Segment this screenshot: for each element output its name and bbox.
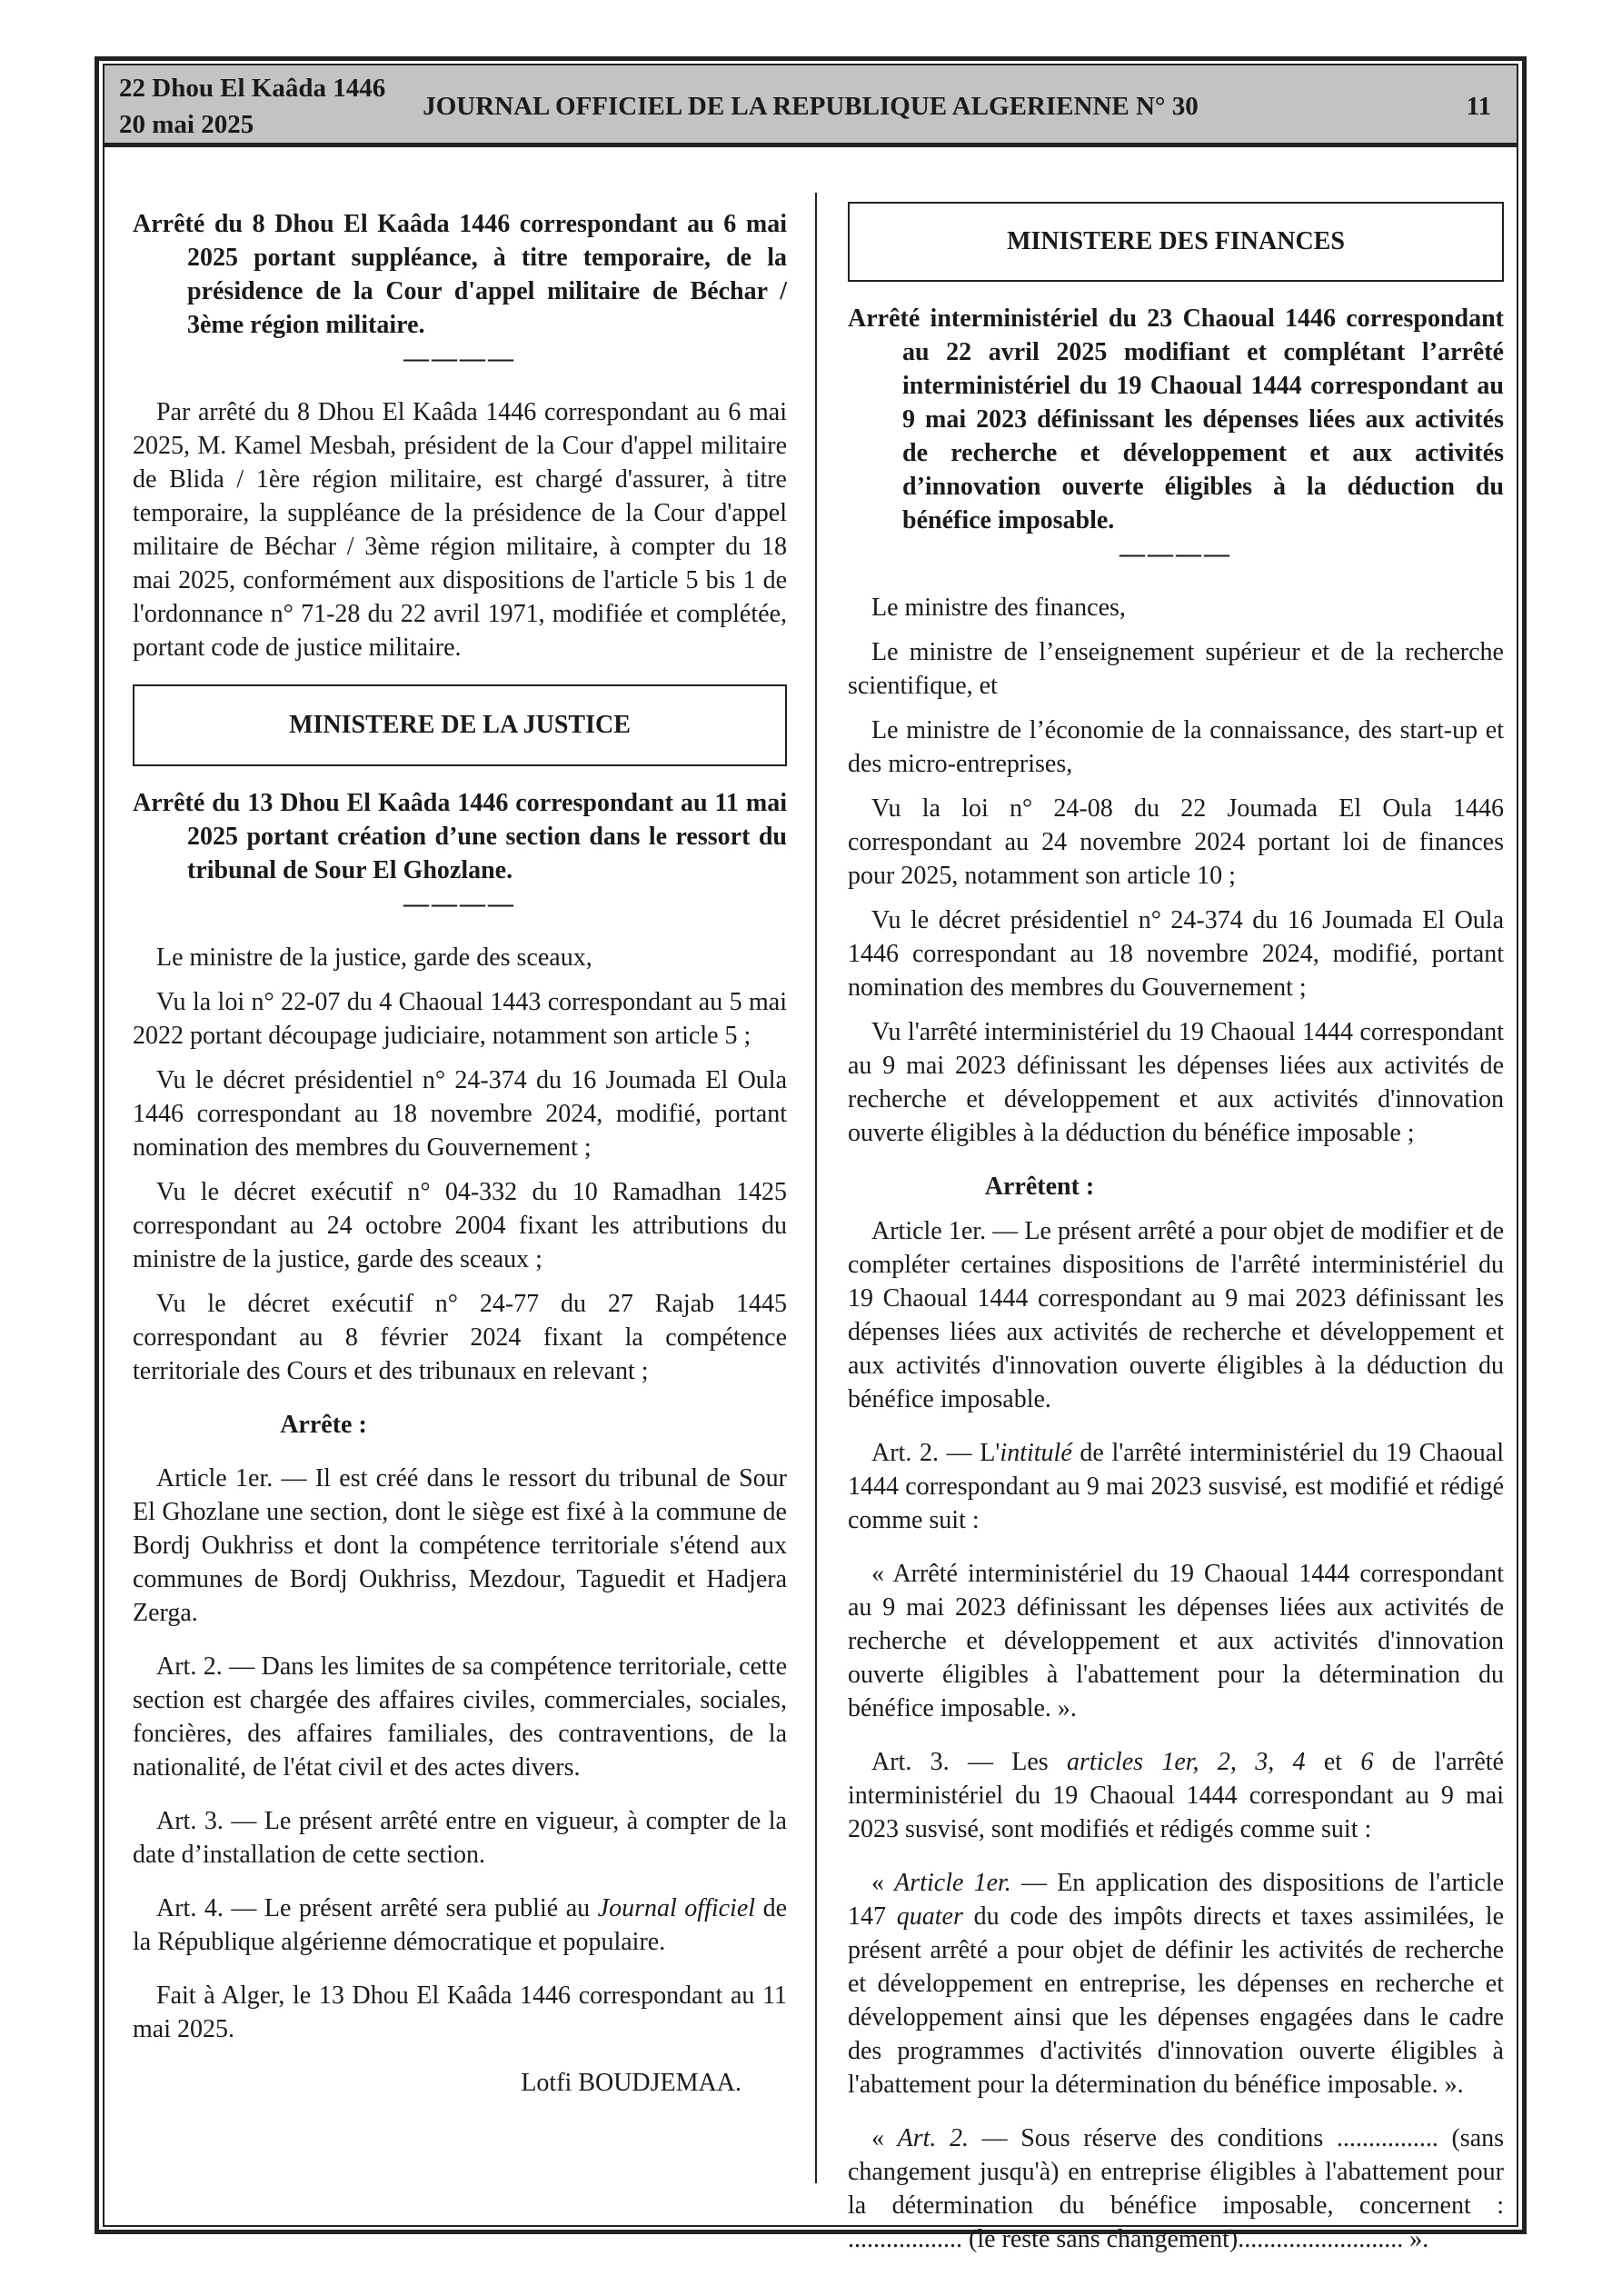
text: de la République algérienne démocratique et populaire. xyxy=(133,1894,788,1956)
header-date-hijri: 22 Dhou El Kaâda 1446 xyxy=(119,74,386,103)
minister-intro: Le ministre de l’enseignement supérieur et de la recherche scientifique, et xyxy=(848,638,1504,700)
quoted-article-2 xyxy=(848,2121,1504,2256)
article-2 xyxy=(848,1436,1504,1537)
article-1: Article 1er. — Le présent arrêté a pour objet de modifier et de compléter certaines dispositions de l'arrêté interministériel du 19 Chaoual 1444 correspondant au 9 mai 2023 définissant les dépenses liées aux activités de recherche et développement et aux activités d'innovation ouverte éligibles à la déduction du bénéfice imposable. xyxy=(848,1217,1504,1413)
visa-paragraph: Vu le décret exécutif n° 24-77 du 27 Rajab 1445 correspondant au 8 février 2024 fixant la compétence territoriale des Cours et des tribunaux en relevant ; xyxy=(133,1290,787,1385)
text-italic: Art. 2. xyxy=(897,2124,969,2152)
ministry-heading-justice: MINISTERE DE LA JUSTICE xyxy=(133,684,787,766)
article-3: Art. 3. — Le présent arrêté entre en vigueur, à compter de la date d’installation de cette section. xyxy=(133,1807,787,1869)
text: Art. 4. — Le présent arrêté sera publié au xyxy=(156,1894,598,1922)
text: de l'arrêté interministériel du 19 Chaoual 1444 correspondant au 9 mai 2023 susvisé, est modifié et rédigé comme suit : xyxy=(848,1439,1504,1534)
article-1: Article 1er. — Il est créé dans le ressort du tribunal de Sour El Ghozlane une section, dont le siège est fixé à la commune de Bordj Oukhriss et dont la compétence territoriale s'étend aux communes de Bordj Oukhriss, Mezdour, Taguedit et Hadjera Zerga. xyxy=(133,1464,787,1627)
text: — Sous réserve des conditions ................ (sans changement jusqu'à) en entreprise éligibles à l'abattement pour la détermination du bénéfice imposable, concernent : .................. (le reste sans changement).......................... ». xyxy=(848,2124,1505,2253)
separator-dashes: ———— xyxy=(403,344,516,373)
text-italic: intitulé xyxy=(1000,1439,1072,1467)
visa-paragraph: Vu la loi n° 24-08 du 22 Joumada El Oula 1446 correspondant au 24 novembre 2024 portant loi de finances pour 2025, notamment son article 10 ; xyxy=(848,794,1504,890)
arretent-heading: Arrêtent : xyxy=(984,1173,1095,1201)
decree-title-1: Arrêté du 8 Dhou El Kaâda 1446 correspondant au 6 mai 2025 portant suppléance, à titre temporaire, de la présidence de la Cour d'appel militaire de Béchar / 3ème région militaire. xyxy=(133,210,787,339)
text: de l'arrêté interministériel du 19 Chaoual 1444 correspondant au 9 mai 2023 susvisé, sont modifiés et rédigés comme suit : xyxy=(848,1748,1504,1843)
text: et xyxy=(1305,1748,1361,1776)
visa-paragraph: Vu le décret présidentiel n° 24-374 du 16 Joumada El Oula 1446 correspondant au 18 novembre 2024, modifié, portant nomination des membres du Gouvernement ; xyxy=(133,1066,787,1162)
separator-dashes: ———— xyxy=(403,890,516,918)
minister-intro: Le ministre de l’économie de la connaissance, des start-up et des micro-entreprises, xyxy=(848,716,1504,778)
quoted-article-1 xyxy=(848,1866,1504,2101)
decree-title-2: Arrêté du 13 Dhou El Kaâda 1446 correspondant au 11 mai 2025 portant création d’une section dans le ressort du tribunal de Sour El Ghozlane. xyxy=(133,789,787,884)
text: du code des impôts directs et taxes assimilées, le présent arrêté a pour objet de définir les activités de recherche et développement en entreprise, les dépenses en recherche et développement ainsi que les dépenses engagées dans le cadre des programmes d'activités d'innovation ouverte éligibles à l'abattement pour la détermination du bénéfice imposable. ». xyxy=(848,1902,1504,2099)
minister-intro: Le ministre des finances, xyxy=(871,594,1126,622)
article-2: Art. 2. — Dans les limites de sa compétence territoriale, cette section est chargée des affaires civiles, commerciales, sociales, foncières, des affaires familiales, des contraventions, de la nationalité, de l'état civil et des actes divers. xyxy=(133,1652,787,1782)
text: — En application des dispositions de l'article 147 xyxy=(848,1869,1504,1931)
header-date-gregorian: 20 mai 2025 xyxy=(119,110,254,139)
arrete-heading: Arrête : xyxy=(280,1411,367,1439)
visa-paragraph: Vu le décret exécutif n° 04-332 du 10 Ramadhan 1425 correspondant au 24 octobre 2004 fixant les attributions du ministre de la justice, garde des sceaux ; xyxy=(133,1178,787,1273)
page-header xyxy=(104,65,1517,147)
visa-paragraph: Vu la loi n° 22-07 du 4 Chaoual 1443 correspondant au 5 mai 2022 portant découpage judiciaire, notamment son article 5 ; xyxy=(133,988,787,1050)
signing-place-date: Fait à Alger, le 13 Dhou El Kaâda 1446 correspondant au 11 mai 2025. xyxy=(133,1982,787,2043)
quoted-title: « Arrêté interministériel du 19 Chaoual 1444 correspondant au 9 mai 2023 définissant les dépenses liées aux activités de recherche et développement et aux activités d'innovation ouverte éligibles à l'abattement pour la détermination du bénéfice imposable. ». xyxy=(848,1560,1504,1722)
decree-paragraph: Par arrêté du 8 Dhou El Kaâda 1446 correspondant au 6 mai 2025, M. Kamel Mesbah, président de la Cour d'appel militaire de Blida / 1ère région militaire, est chargé d'assurer, à titre temporaire, la suppléance de la présidence de la Cour d'appel militaire de Béchar / 3ème région militaire, à compter du 18 mai 2025, conformément aux dispositions de l'article 5 bis 1 de l'ordonnance n° 71-28 du 22 avril 1971, modifiée et complétée, portant code de justice militaire. xyxy=(133,398,787,662)
text-italic: 6 xyxy=(1360,1748,1374,1776)
text-italic: Journal officiel xyxy=(597,1894,756,1922)
journal-title: JOURNAL OFFICIEL DE LA REPUBLIQUE ALGERIENNE N° 30 xyxy=(423,92,1199,121)
ministry-heading-finances: MINISTERE DES FINANCES xyxy=(848,202,1504,282)
text: Art. 2. — L' xyxy=(871,1439,1000,1467)
text: Art. 3. — Les xyxy=(871,1748,1068,1776)
visa-paragraph: Vu l'arrêté interministériel du 19 Chaoual 1444 correspondant au 9 mai 2023 définissant les dépenses liées aux activités de recherche et développement et aux activités d'innovation ouverte éligibles à la déduction du bénéfice imposable ; xyxy=(848,1018,1504,1147)
column-divider xyxy=(815,193,817,2183)
separator-dashes: ———— xyxy=(1119,540,1232,568)
text: « xyxy=(871,1869,895,1897)
signature: Lotfi BOUDJEMAA. xyxy=(521,2069,741,2097)
text: « xyxy=(871,2124,898,2152)
decree-title-3: Arrêté interministériel du 23 Chaoual 1446 correspondant au 22 avril 2025 modifiant et complétant l’arrêté interministériel du 19 Chaoual 1444 correspondant au 9 mai 2023 définissant les dépenses liées aux activités de recherche et développement et aux activités d’innovation ouverte éligibles à la déduction du bénéfice imposable. xyxy=(848,304,1504,534)
minister-intro: Le ministre de la justice, garde des sceaux, xyxy=(156,943,592,972)
article-3 xyxy=(848,1745,1504,1846)
text-italic: quater xyxy=(896,1902,963,1931)
visa-paragraph: Vu le décret présidentiel n° 24-374 du 16 Joumada El Oula 1446 correspondant au 18 novembre 2024, modifié, portant nomination des membres du Gouvernement ; xyxy=(848,906,1504,1002)
right-column xyxy=(848,202,1504,2256)
page-number: 11 xyxy=(1466,92,1491,121)
text-italic: articles 1er, 2, 3, 4 xyxy=(1067,1748,1306,1776)
article-4 xyxy=(133,1892,787,1959)
left-column xyxy=(133,207,787,2100)
text-italic: Article 1er. xyxy=(894,1869,1011,1897)
